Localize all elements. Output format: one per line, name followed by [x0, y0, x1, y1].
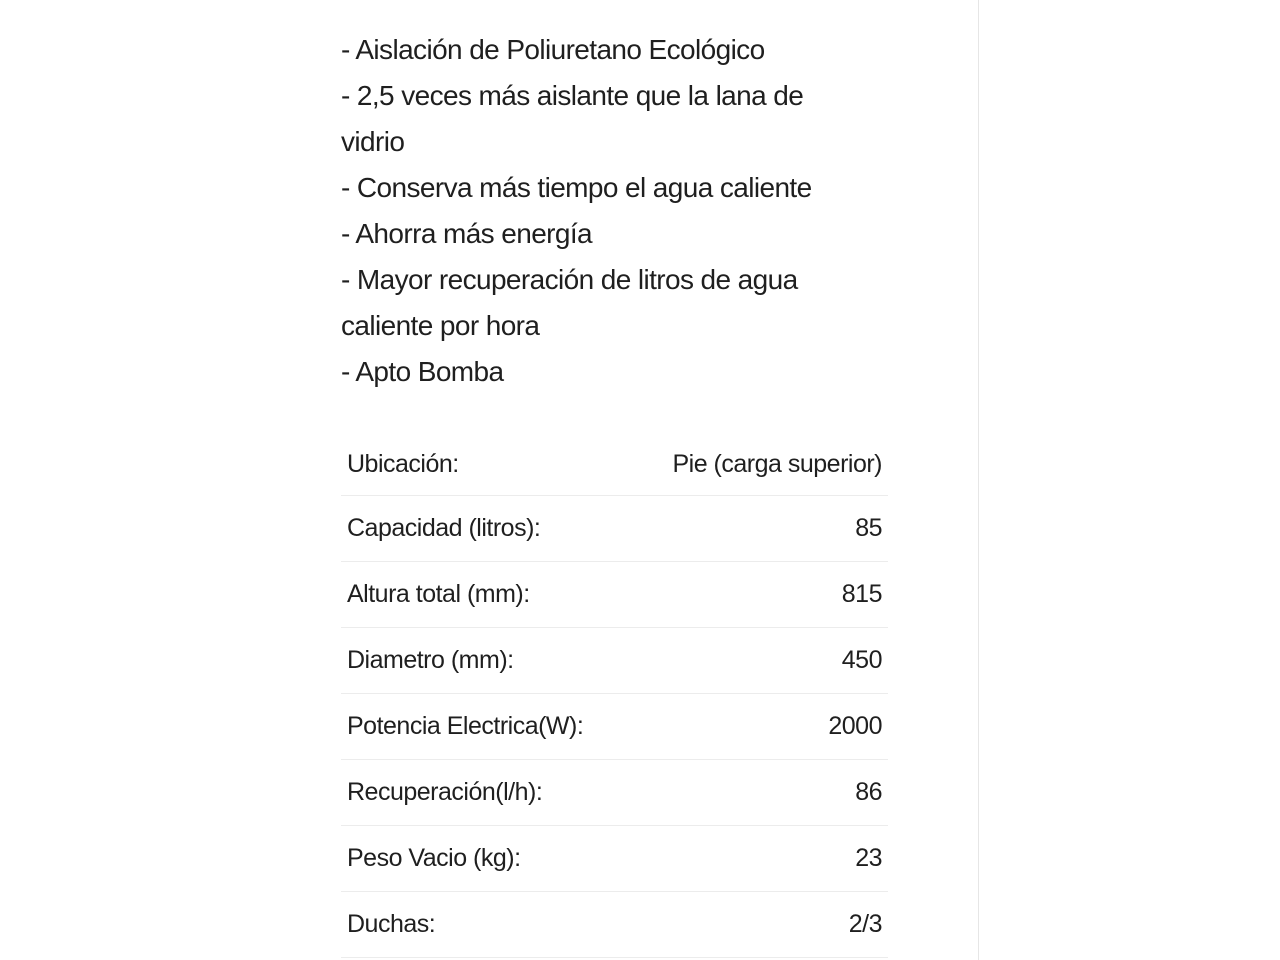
feature-item: - Apto Bomba	[341, 356, 504, 387]
feature-item: - Aislación de Poliuretano Ecológico	[341, 34, 765, 65]
spec-row	[341, 496, 888, 562]
spec-row	[341, 433, 888, 496]
spec-table	[341, 433, 888, 958]
spec-row	[341, 892, 888, 958]
spec-value: Pie (carga superior)	[672, 449, 882, 478]
spec-row	[341, 694, 888, 760]
spec-label: Recuperación(l/h):	[347, 778, 543, 806]
spec-row	[341, 760, 888, 826]
spec-label: Altura total (mm):	[347, 580, 530, 608]
feature-item: - Mayor recuperación de litros de agua caliente por hora	[341, 264, 798, 341]
spec-value: 2000	[828, 712, 882, 740]
spec-value: 23	[855, 844, 882, 872]
spec-label: Ubicación:	[347, 449, 459, 478]
product-description	[341, 27, 888, 958]
spec-value: 86	[855, 778, 882, 806]
spec-row	[341, 562, 888, 628]
spec-label: Capacidad (litros):	[347, 514, 541, 542]
feature-item: - Ahorra más energía	[341, 218, 593, 249]
spec-label: Duchas:	[347, 910, 436, 938]
feature-item: - Conserva más tiempo el agua caliente	[341, 172, 812, 203]
spec-row	[341, 628, 888, 694]
spec-value: 2/3	[848, 910, 882, 938]
column-divider	[978, 0, 979, 960]
spec-row	[341, 826, 888, 892]
spec-label: Potencia Electrica(W):	[347, 712, 584, 740]
spec-label: Diametro (mm):	[347, 646, 514, 674]
feature-list	[341, 27, 861, 395]
spec-value: 450	[841, 646, 882, 674]
spec-value: 85	[855, 514, 882, 542]
spec-value: 815	[841, 580, 882, 608]
spec-label: Peso Vacio (kg):	[347, 844, 521, 872]
feature-item: - 2,5 veces más aislante que la lana de vidrio	[341, 80, 804, 157]
